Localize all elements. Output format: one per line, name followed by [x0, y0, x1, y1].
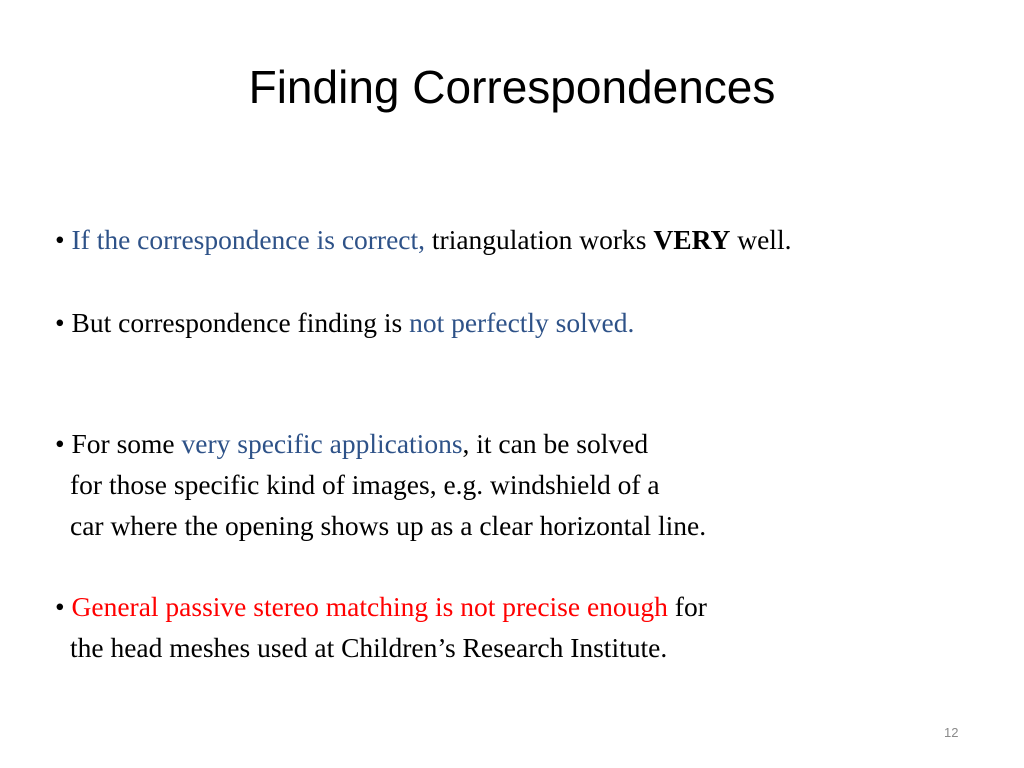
- bullet-text: for: [667, 591, 707, 622]
- bullet-text: well.: [730, 224, 792, 255]
- bullet-item-1: [55, 223, 791, 256]
- bullet-highlight: If the correspondence is correct,: [71, 224, 426, 255]
- bullet-marker: •: [55, 307, 65, 338]
- bullet-item-4: [55, 590, 707, 623]
- bullet-continuation-line: car where the opening shows up as a clear horizontal line.: [70, 510, 707, 541]
- bullet-item-2: [55, 306, 634, 339]
- bullet-continuation-line: the head meshes used at Children’s Research Institute.: [70, 632, 668, 663]
- bullet-text: For some: [64, 428, 182, 459]
- bullet-marker: •: [55, 224, 65, 255]
- bullet-marker: •: [55, 428, 65, 459]
- bullet-highlight: General passive stereo matching is not precise enough: [71, 591, 668, 622]
- slide-title: Finding Correspondences: [248, 61, 776, 113]
- bullet-text: But correspondence finding is: [64, 307, 410, 338]
- bullet-continuation-line: for those specific kind of images, e.g. windshield of a: [70, 469, 660, 500]
- bullet-marker: •: [55, 591, 65, 622]
- page-number: 12: [944, 725, 959, 740]
- bullet-bold-text: VERY: [653, 224, 731, 255]
- bullet-highlight: very specific applications: [181, 428, 463, 459]
- bullet-item-3: [55, 427, 648, 460]
- bullet-highlight: not perfectly solved.: [409, 307, 635, 338]
- bullet-text: , it can be solved: [462, 428, 649, 459]
- bullet-text: triangulation works: [425, 224, 654, 255]
